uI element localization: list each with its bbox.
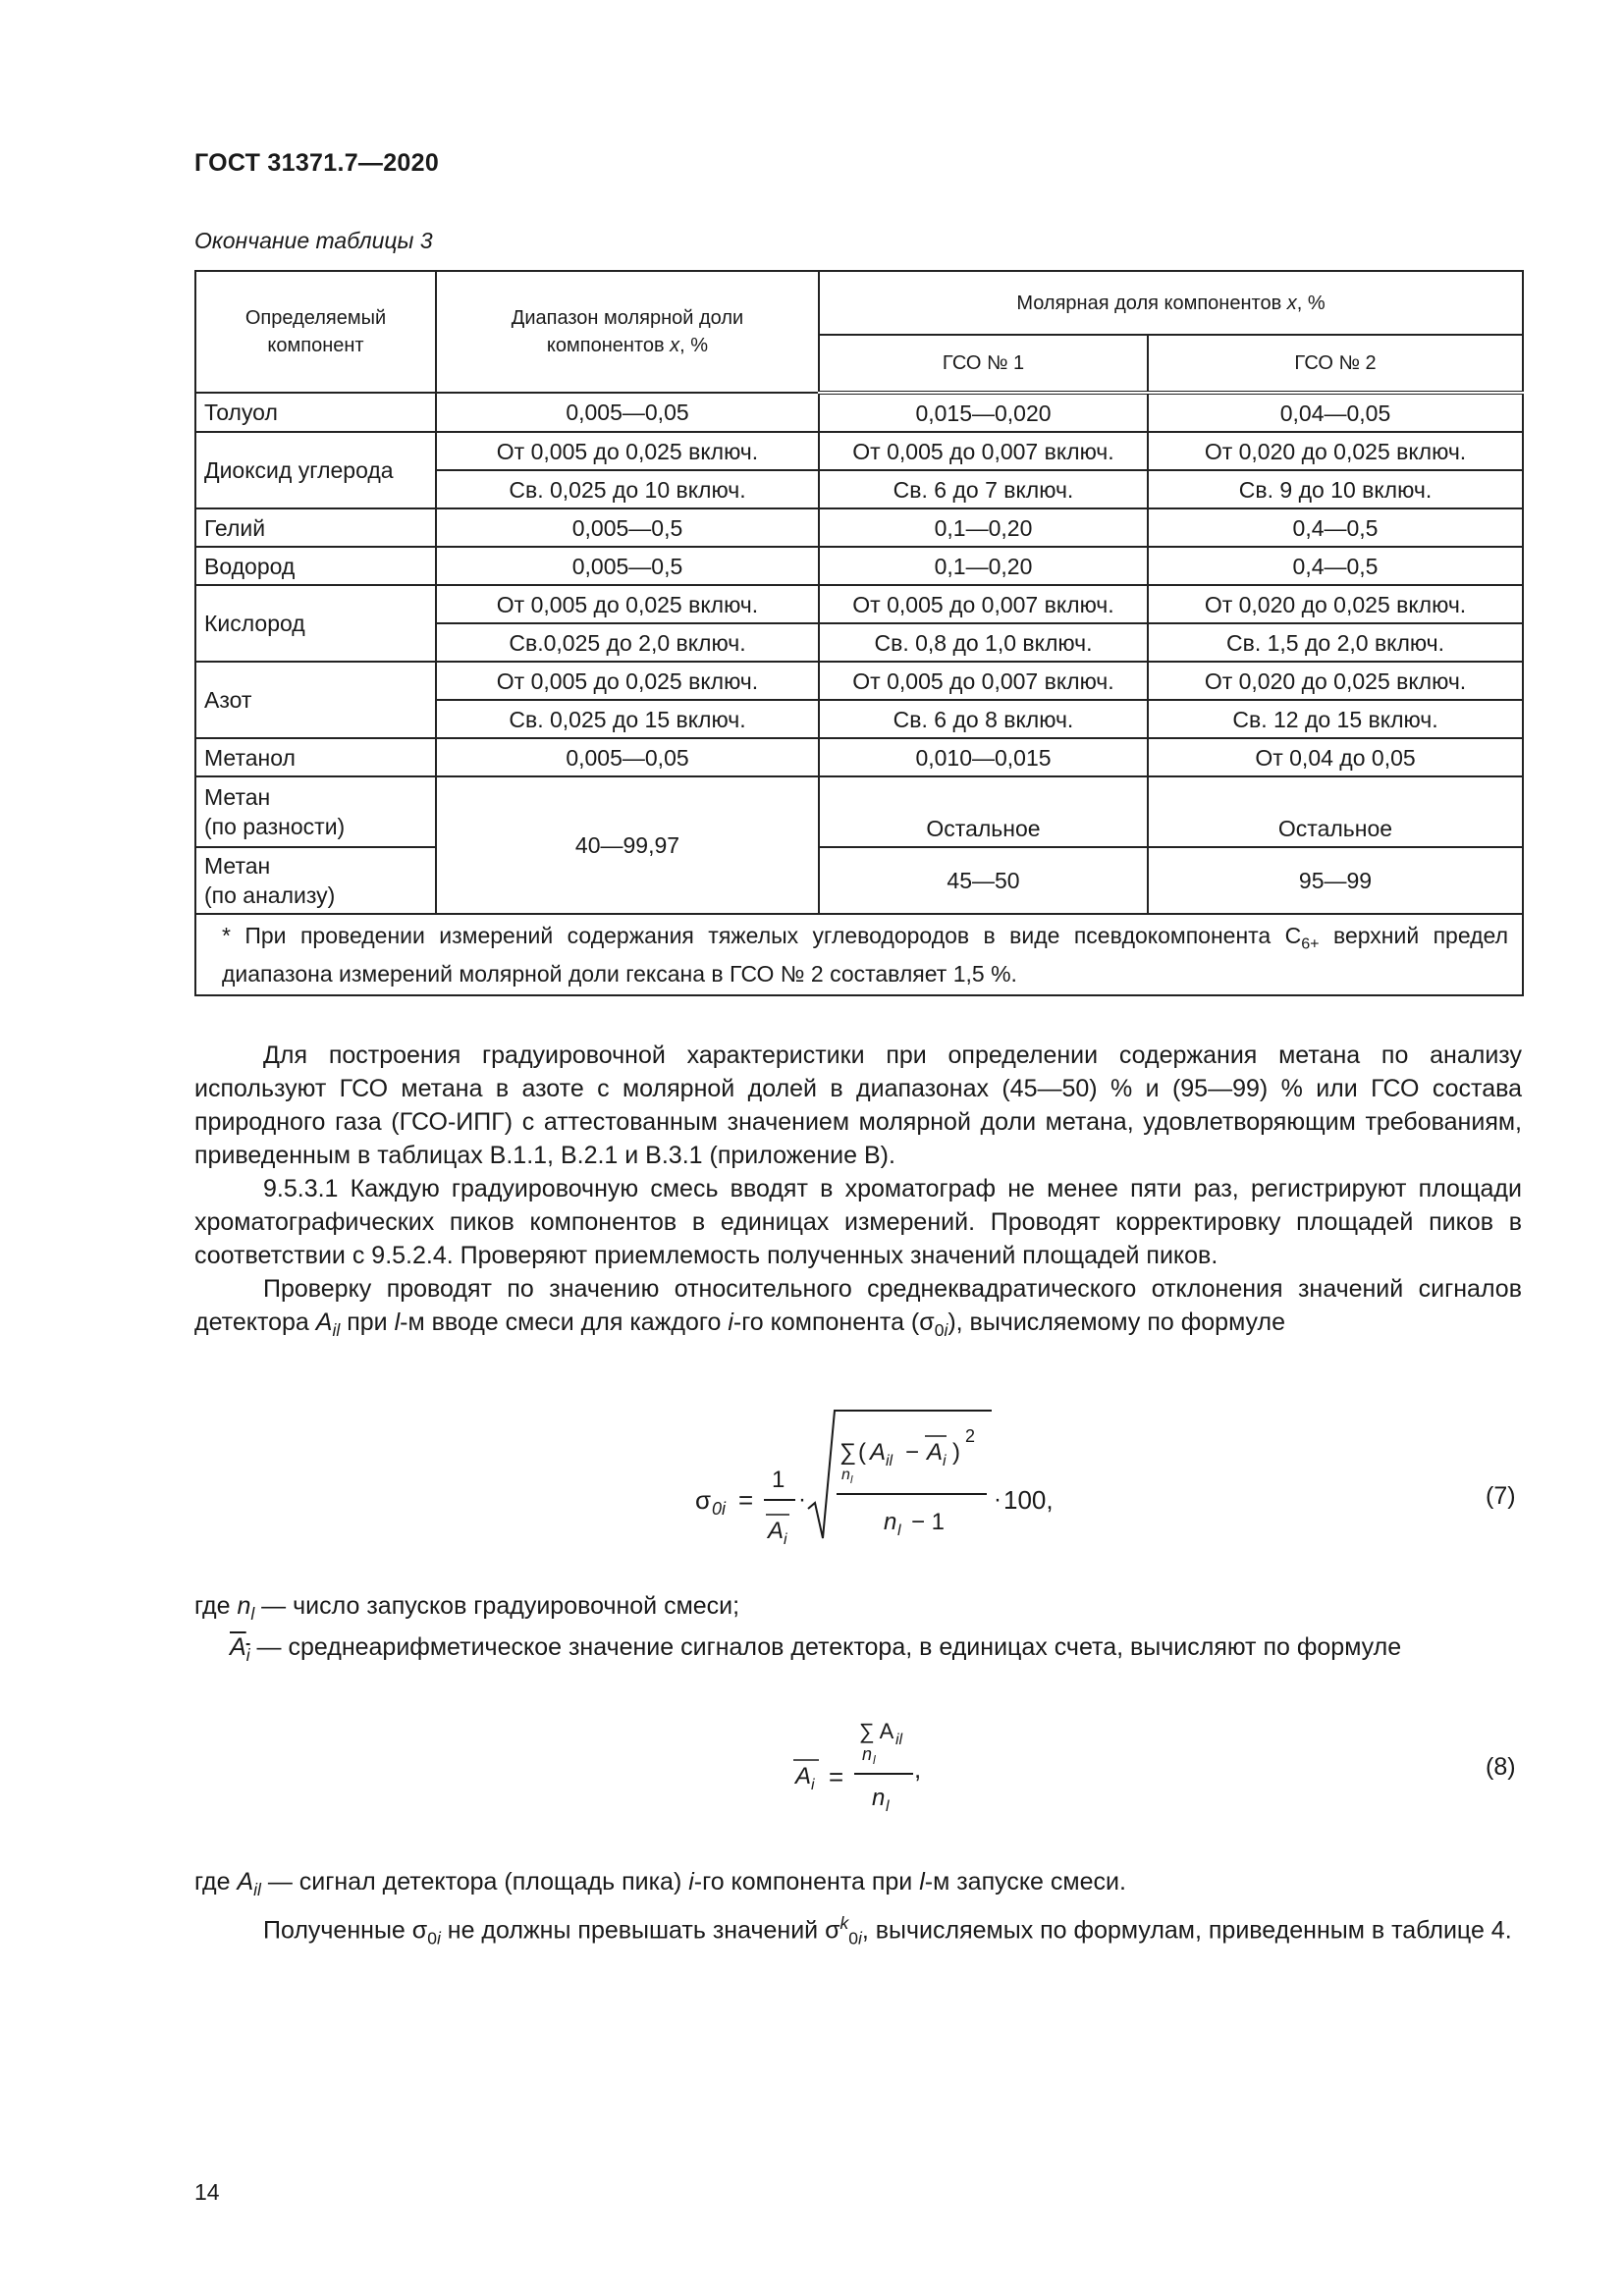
paragraph-gso: Для построения градуировочной характеристики при определении содержания метана по анализу используют ГСО метана в азоте с молярной долей в диапазонах (45—50) % и (95—99) % или ГСО состава природного газа (ГСО-ИПГ) с аттестованным значением молярной доли метана, удовлетворяющим требованиям, приведенным в таблицах В.1.1, В.2.1 и В.3.1 (приложение В). — [194, 1041, 1522, 1169]
header-range: Диапазон молярной доли компонентов x, % — [436, 271, 819, 393]
where-block-1 — [194, 1589, 1522, 1672]
svg-text:l: l — [886, 1798, 890, 1815]
table-row: Диоксид углерода От 0,005 до 0,025 включ. От 0,005 до 0,007 включ. От 0,020 до 0,025 включ. — [195, 432, 1523, 470]
table-row: Гелий 0,005—0,5 0,1—0,20 0,4—0,5 — [195, 508, 1523, 547]
svg-text:− 1: − 1 — [911, 1509, 946, 1535]
svg-text:(: ( — [858, 1439, 866, 1466]
svg-text:2: 2 — [965, 1426, 976, 1446]
svg-text:l: l — [873, 1753, 876, 1767]
svg-text:n: n — [872, 1785, 886, 1811]
svg-text:∑ A: ∑ A — [859, 1719, 894, 1743]
where-block-2 — [194, 1865, 1522, 1954]
header-molar-fraction: Молярная доля компонентов x, % — [819, 271, 1523, 335]
table-row: Св. 0,025 до 10 включ. Св. 6 до 7 включ. Св. 9 до 10 включ. — [195, 470, 1523, 508]
table-footnote: * При проведении измерений содержания тяжелых углеводородов в виде псевдокомпонента $C_{6+}$ верхний предел диапазона измерений молярной доли гексана в ГСО № 2 составляет 1,5 %. — [195, 914, 1523, 995]
svg-text:l: l — [850, 1474, 853, 1486]
svg-text:i: i — [943, 1453, 947, 1469]
svg-text:·: · — [994, 1486, 1001, 1513]
header-gso1: ГСО № 1 — [819, 335, 1148, 393]
paragraph-check: Проверку проводят по значению относительного среднеквадратического отклонения значений сигналов детектора $A_{il}$ при l-м вводе смеси для каждого i-го компонента $(\sigma_{0i})$, вычисляемому по формуле — [194, 1275, 1522, 1340]
table-row: Водород 0,005—0,5 0,1—0,20 0,4—0,5 — [195, 547, 1523, 585]
svg-text:σ: σ — [695, 1485, 712, 1515]
table-row: Метан (по разности) 40—99,97 Остальное Остальное — [195, 776, 1523, 847]
svg-text:−: − — [905, 1439, 920, 1466]
svg-text:i: i — [784, 1531, 787, 1546]
table-row: Метанол 0,005—0,05 0,010—0,015 От 0,04 до 0,05 — [195, 738, 1523, 776]
svg-text:A: A — [768, 1518, 785, 1544]
equation-number-8: (8) — [1486, 1753, 1516, 1781]
svg-text:0i: 0i — [712, 1499, 727, 1519]
paragraph-final: Полученные $\sigma_{0i}$ не должны превышать значений $\sigma^k_{0i}$, вычисляемых по формулам, приведенным в таблице 4. — [263, 1913, 1512, 1949]
formula-8 — [785, 1703, 962, 1831]
svg-text:l: l — [897, 1522, 901, 1539]
svg-text:100,: 100, — [1003, 1485, 1054, 1515]
formula-7 — [687, 1399, 1100, 1546]
svg-text:=: = — [829, 1762, 844, 1791]
svg-text:1: 1 — [772, 1467, 785, 1493]
table-row: Толуол 0,005—0,05 0,015—0,020 0,04—0,05 — [195, 393, 1523, 432]
paragraph-9-5-3-1: 9.5.3.1 Каждую градуировочную смесь вводят в хроматограф не менее пяти раз, регистрируют площади хроматографических пиков компонентов в единицах измерений. Проводят корректировку площадей пиков в соответствии с 9.5.2.4. Проверяют приемлемость полученных значений площадей пиков. — [194, 1175, 1522, 1269]
body-text — [194, 1039, 1522, 1347]
table-row: Кислород От 0,005 до 0,025 включ. От 0,005 до 0,007 включ. От 0,020 до 0,025 включ. — [195, 585, 1523, 623]
svg-text:·: · — [798, 1486, 806, 1513]
definition-ai-mean: $A_i$ — среднеарифметическое значение сигналов детектора, в единицах счета, вычисляют по формуле — [230, 1633, 1402, 1665]
svg-text:A: A — [795, 1763, 812, 1789]
svg-text:): ) — [952, 1439, 960, 1466]
svg-text:,: , — [914, 1754, 922, 1784]
svg-text:n: n — [884, 1509, 897, 1535]
header-gso2: ГСО № 2 — [1148, 335, 1523, 393]
svg-text:=: = — [738, 1485, 754, 1515]
document-id: ГОСТ 31371.7—2020 — [194, 149, 440, 177]
svg-text:n: n — [841, 1467, 850, 1483]
definition-ail: где $A_{il}$ — сигнал детектора (площадь пика) i-го компонента при l-м запуске смеси. — [194, 1868, 1126, 1899]
table-3 — [194, 270, 1524, 996]
definition-nl: где $n_l$ — число запусков градуировочной смеси; — [194, 1592, 740, 1624]
equation-number-7: (7) — [1486, 1482, 1516, 1510]
svg-text:A: A — [870, 1439, 887, 1466]
svg-text:il: il — [895, 1732, 903, 1748]
table-row: Азот От 0,005 до 0,025 включ. От 0,005 до 0,007 включ. От 0,020 до 0,025 включ. — [195, 662, 1523, 700]
table-caption: Окончание таблицы 3 — [194, 228, 433, 253]
svg-text:n: n — [862, 1744, 873, 1764]
svg-text:A: A — [927, 1439, 944, 1466]
svg-text:il: il — [886, 1453, 893, 1469]
table-row: Св.0,025 до 2,0 включ. Св. 0,8 до 1,0 включ. Св. 1,5 до 2,0 включ. — [195, 623, 1523, 662]
table-footnote-row — [195, 914, 1523, 995]
table-row: Метан (по анализу) 45—50 95—99 — [195, 847, 1523, 914]
page-number: 14 — [194, 2179, 220, 2205]
svg-text:i: i — [811, 1777, 815, 1793]
header-component: Определяемый компонент — [195, 271, 436, 393]
table-row: Св. 0,025 до 15 включ. Св. 6 до 8 включ. Св. 12 до 15 включ. — [195, 700, 1523, 738]
svg-text:∑: ∑ — [839, 1439, 857, 1466]
